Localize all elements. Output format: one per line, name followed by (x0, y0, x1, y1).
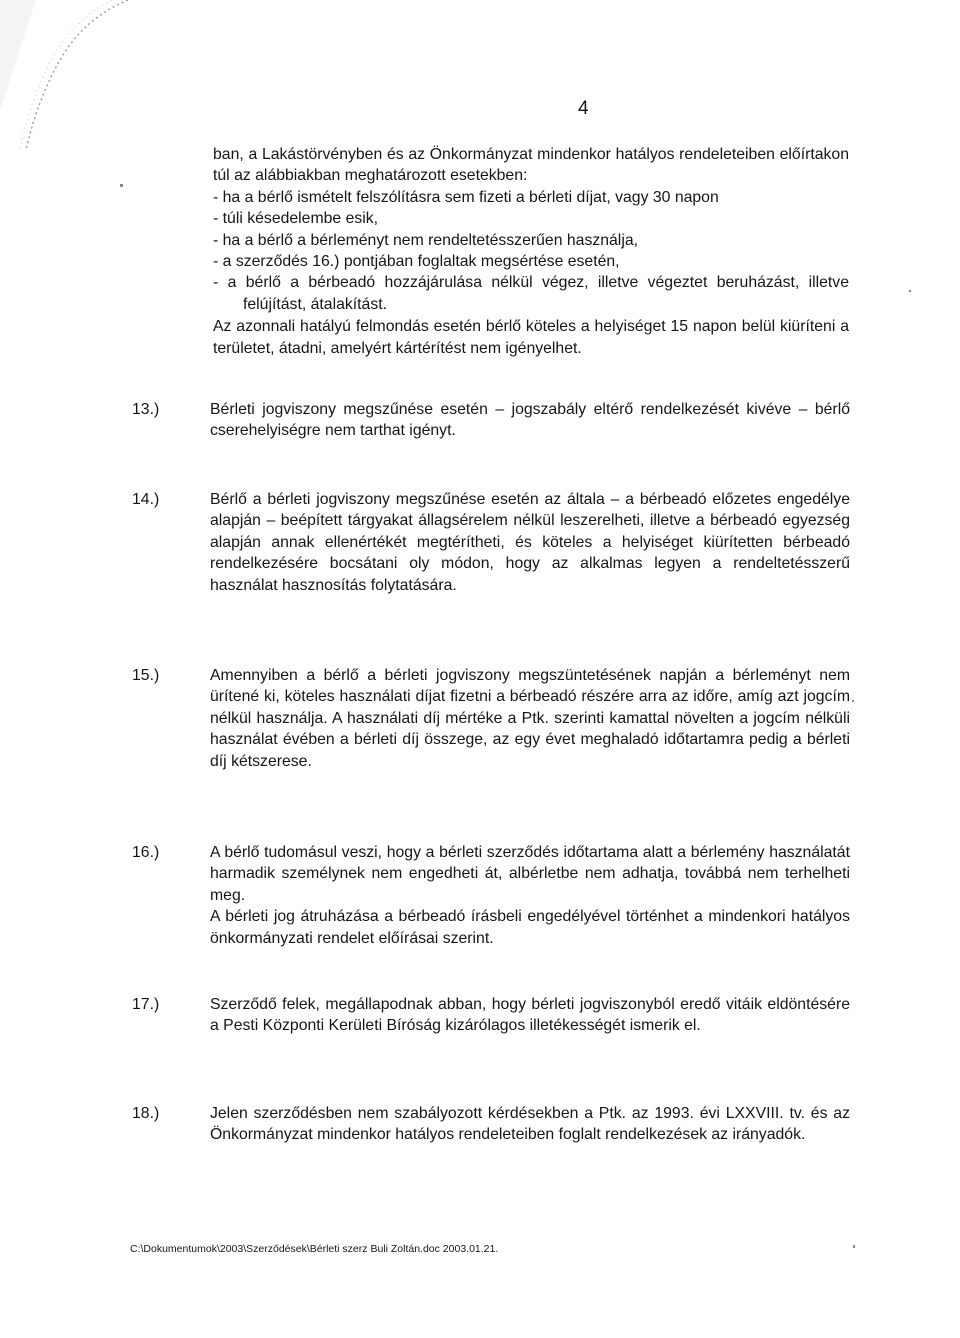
footer-file-path: C:\Dokumentumok\2003\Szerződések\Bérleti szerz Buli Zoltán.doc 2003.01.21. (130, 1243, 499, 1255)
scan-speck (853, 1245, 855, 1248)
clause-text: Bérleti jogviszony megszűnése esetén – jogszabály eltérő rendelkezését kivéve – bérlő cserehelyiségre nem tarthat igényt. (210, 401, 850, 440)
termination-note: Az azonnali hatályú felmondás esetén bérlő köteles a helyiséget 15 napon belül kiüríteni a területet, átadni, amelyért kártérítést nem igényelhet. (213, 318, 849, 357)
clause-number: 15.) (132, 667, 160, 684)
clause-body (210, 399, 850, 442)
scan-speck (120, 184, 123, 187)
page-number: 4 (578, 98, 589, 119)
scan-speck (909, 290, 911, 292)
clause-text: Bérlő a bérleti jogviszony megszűnése esetén az általa – a bérbeadó előzetes engedélye alapján – beépített tárgyakat állagsérelem nélkül leszerelheti, illetve a bérbeadó egyezség alapján annak ellenértékét megtérítheti, és köteles a helyiséget kiürítetten bérbeadó rendelkezésére bocsátani oly módon, hogy az alkalmas legyen a rendeltetésszerű használat hasznosítás folytatására. (210, 491, 850, 594)
scan-speck (852, 700, 854, 702)
clause-text: Jelen szerződésben nem szabályozott kérdésekben a Ptk. az 1993. évi LXXVIII. tv. és az Önkormányzat mindenkor hatályos rendeleteiben foglalt rendelkezések az irányadók. (210, 1105, 850, 1144)
clause-body (210, 842, 850, 949)
clause-13 (132, 399, 850, 442)
intro-text: ban, a Lakástörvényben és az Önkormányzat mindenkor hatályos rendeleteiben előírtakon túl az alábbiakban meghatározott esetekben: (213, 146, 849, 185)
clause-text: Szerződő felek, megállapodnak abban, hogy bérleti jogviszonyból eredő vitáik eldöntésére a Pesti Központi Kerületi Bíróság kizárólagos illetékességét ismerik el. (210, 996, 850, 1035)
clause-number: 14.) (132, 491, 160, 508)
list-item: - túli késedelembe esik, (213, 210, 379, 228)
list-item: - ha a bérlő ismételt felszólításra sem fizeti a bérleti díjat, vagy 30 napon (213, 188, 719, 206)
clause-text: Amennyiben a bérlő a bérleti jogviszony megszüntetésének napján a bérleményt nem ürítené ki, köteles használati díjat fizetni a bérbeadó részére arra az időre, amíg azt jogcím nélkül használja. A használati díj mértéke a Ptk. szerinti kamattal növelten a jogcím nélküli használat évében a bérleti díj összege, az egy évet meghaladó időtartamra pedig a bérleti díj kétszerese. (210, 667, 850, 770)
clause-number: 13.) (132, 401, 160, 418)
clause-number: 16.) (132, 844, 160, 861)
list-item: - a szerződés 16.) pontjában foglaltak megsértése esetén, (213, 253, 620, 271)
clause-15 (132, 665, 850, 772)
clause-14 (132, 489, 850, 596)
intro-section (213, 144, 849, 359)
clause-body (210, 1103, 850, 1146)
clause-text: A bérlő tudomásul veszi, hogy a bérleti szerződés időtartama alatt a bérlemény használatát harmadik személynek nem engedheti át, albérletbe nem adhatja, továbbá nem terhelheti meg. (210, 844, 850, 904)
clause-number: 17.) (132, 996, 160, 1013)
clause-17 (132, 994, 850, 1037)
clause-18 (132, 1103, 850, 1146)
list-item: - ha a bérlő a bérleményt nem rendeltetésszerűen használja, (213, 231, 639, 249)
clause-body (210, 489, 850, 596)
clause-body (210, 994, 850, 1037)
clause-number: 18.) (132, 1105, 160, 1122)
clause-text: A bérleti jog átruházása a bérbeadó írásbeli engedélyével történhet a mindenkori hatályos önkormányzati rendelet előírásai szerint. (210, 908, 850, 947)
clause-16 (132, 842, 850, 949)
list-item: - a bérlő a bérbeadó hozzájárulása nélkül végez, illetve végeztet beruházást, illetve felújítást, átalakítást. (213, 274, 849, 313)
scan-edge-artifact (0, 0, 170, 150)
clause-body (210, 665, 850, 772)
